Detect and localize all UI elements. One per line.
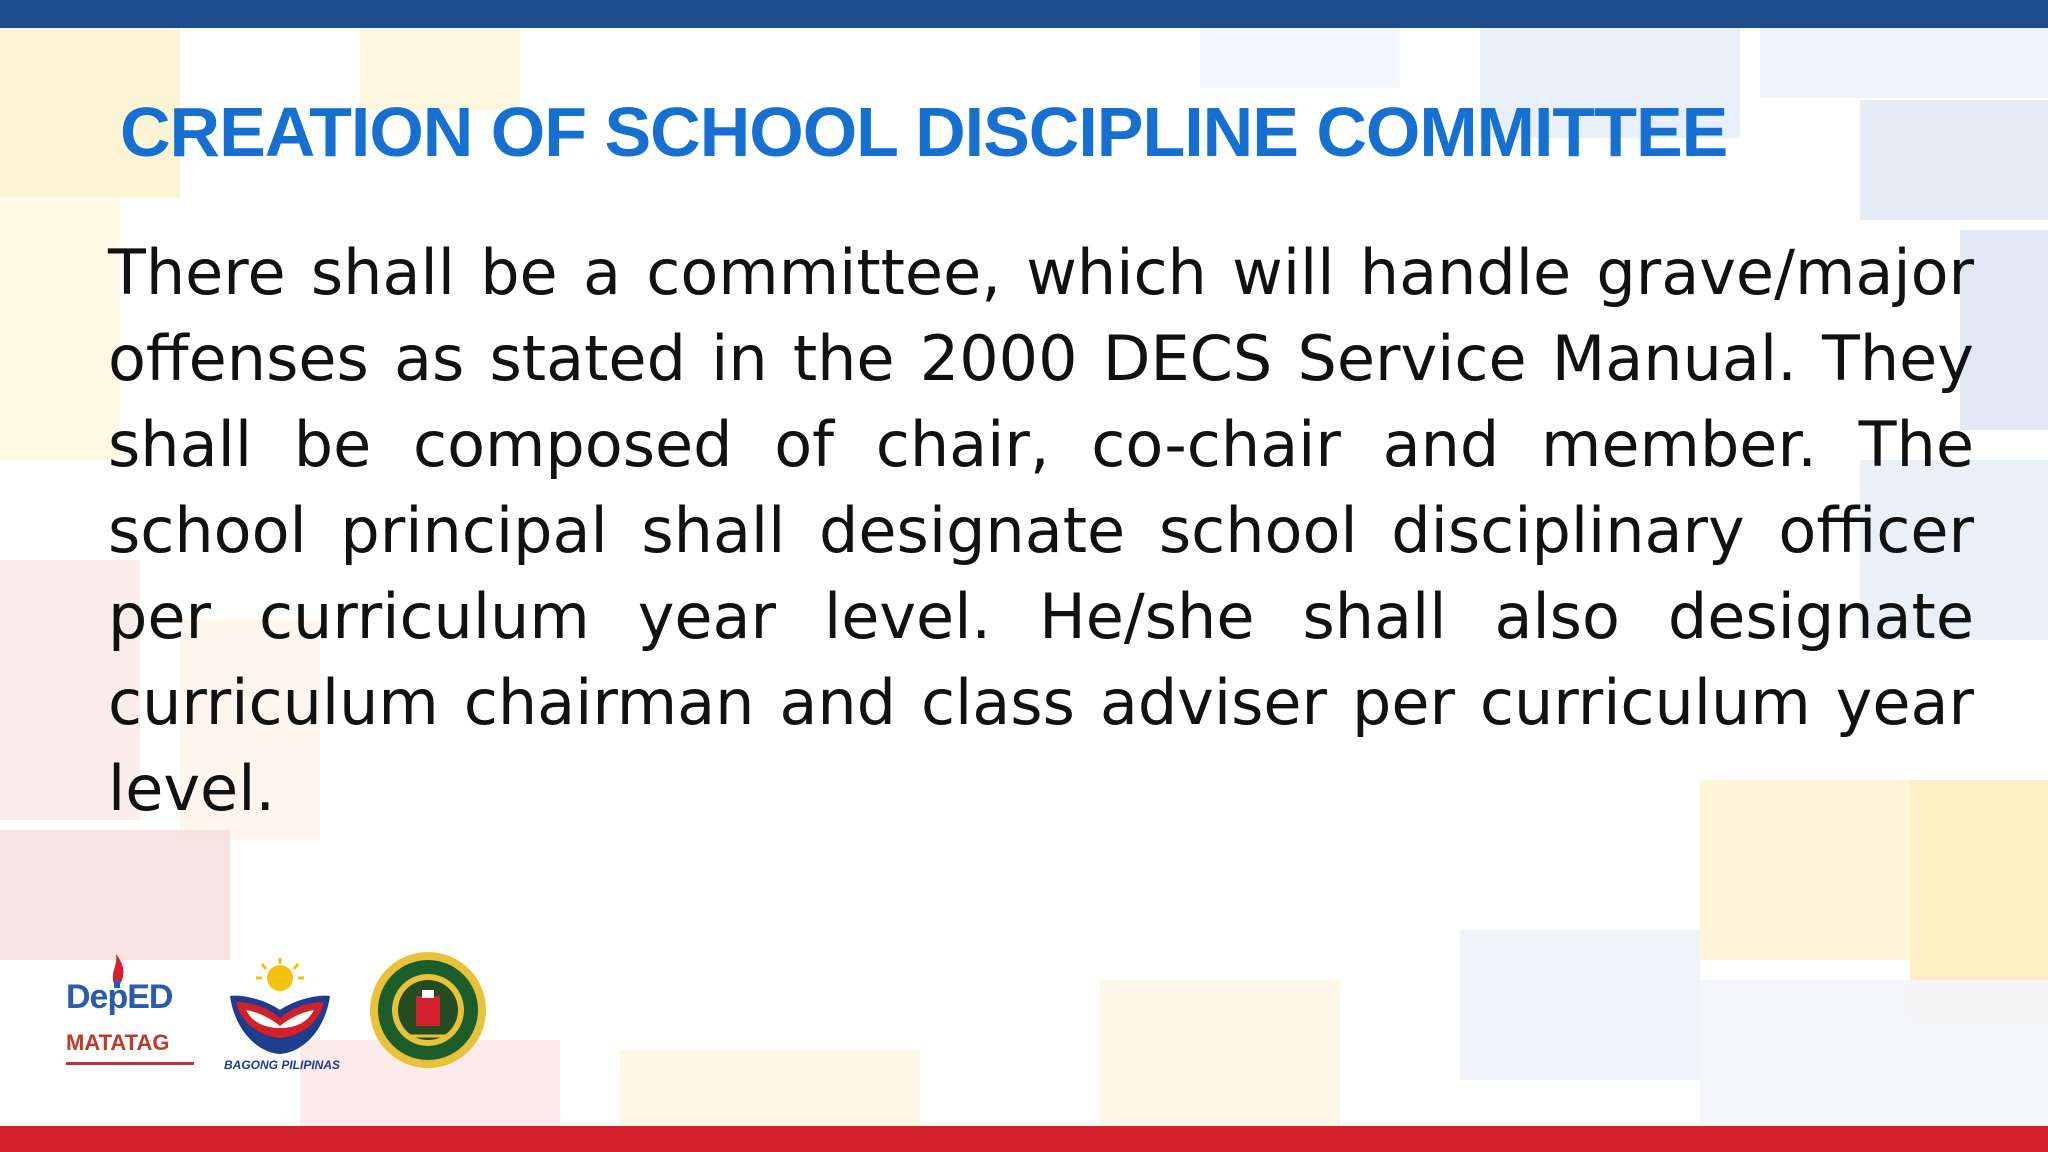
bagong-pilipinas-icon <box>222 956 338 1056</box>
school-seal-icon <box>368 950 488 1070</box>
deped-logo-text: DepED <box>66 978 173 1016</box>
top-bar <box>0 0 2048 28</box>
bagong-pilipinas-logo <box>222 956 338 1074</box>
logo-row <box>62 950 502 1078</box>
slide-body-text: There shall be a committee, which will handle grave/major offenses as stated in the 2000 DECS Service Manual. They shall be composed of chair, co-chair and member. The school principal shall designate school disciplinary officer per curriculum year level. He/she shall also designate curriculum chairman and class adviser per curriculum year level. <box>108 236 1974 825</box>
school-seal-logo <box>368 950 488 1070</box>
bottom-bar <box>0 1126 2048 1152</box>
bagong-pilipinas-text: BAGONG PILIPINAS <box>223 1058 340 1072</box>
slide-title: CREATION OF SCHOOL DISCIPLINE COMMITTEE <box>120 93 1728 171</box>
deped-matatag-logo <box>62 950 194 1078</box>
matatag-logo-text: MATATAG <box>66 1030 170 1055</box>
logo-divider <box>66 1062 194 1065</box>
